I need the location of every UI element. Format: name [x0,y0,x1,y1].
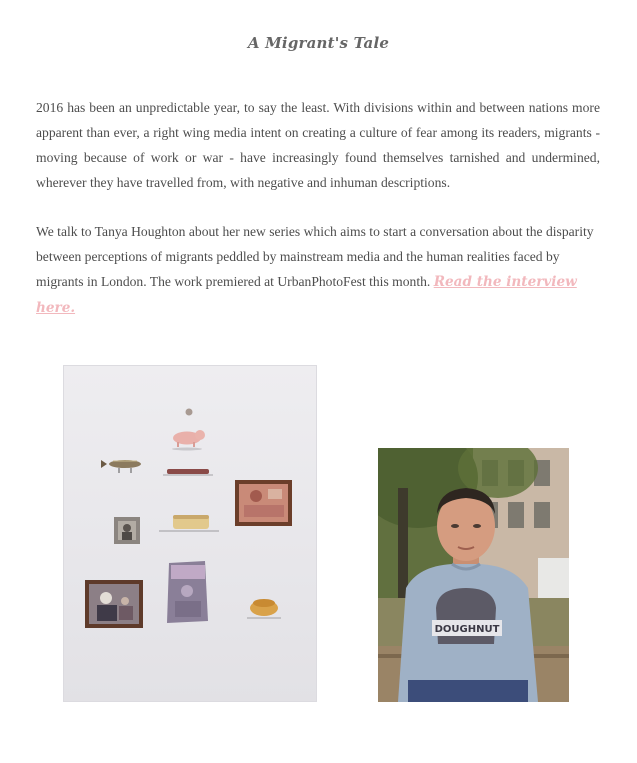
interview-paragraph [36,219,600,321]
wall-pin [186,409,193,416]
framed-family-photo [85,580,143,628]
portrait-photo [378,448,569,702]
installation-illustration [63,365,317,702]
installation-photo [63,365,317,702]
top-shelf-item [163,469,213,476]
pig-figurine [172,430,205,451]
flour-bag [167,561,208,623]
intro-paragraph: 2016 has been an unpredictable year, to say the least. With divisions within and between nations more apparent than ever, a right wing media intent on creating a culture of fear among its readers, migrants - moving because of work or war - have increasingly found themselves tarnished and undermined, wherever they have travelled from, with negative and inhuman descriptions. [36,100,600,190]
fish-lure [101,460,141,473]
portrait-illustration [378,448,569,702]
interview-paragraph-text: We talk to Tanya Houghton about her new series which aims to start a conversation about the disparity between perceptions of migrants peddled by mainstream media and the human realities faced by migrants in London. The work premiered at UrbanPhotoFest this month. [36,224,594,289]
tshirt-print-text: DOUGHNUT [434,624,500,635]
honey-jar [247,599,281,619]
article-title: A Migrant's Tale [247,34,390,52]
cake-slice [159,515,219,532]
read-interview-link[interactable]: Read the interview here. [36,274,577,316]
small-photo [114,517,140,544]
framed-painting [235,480,292,526]
